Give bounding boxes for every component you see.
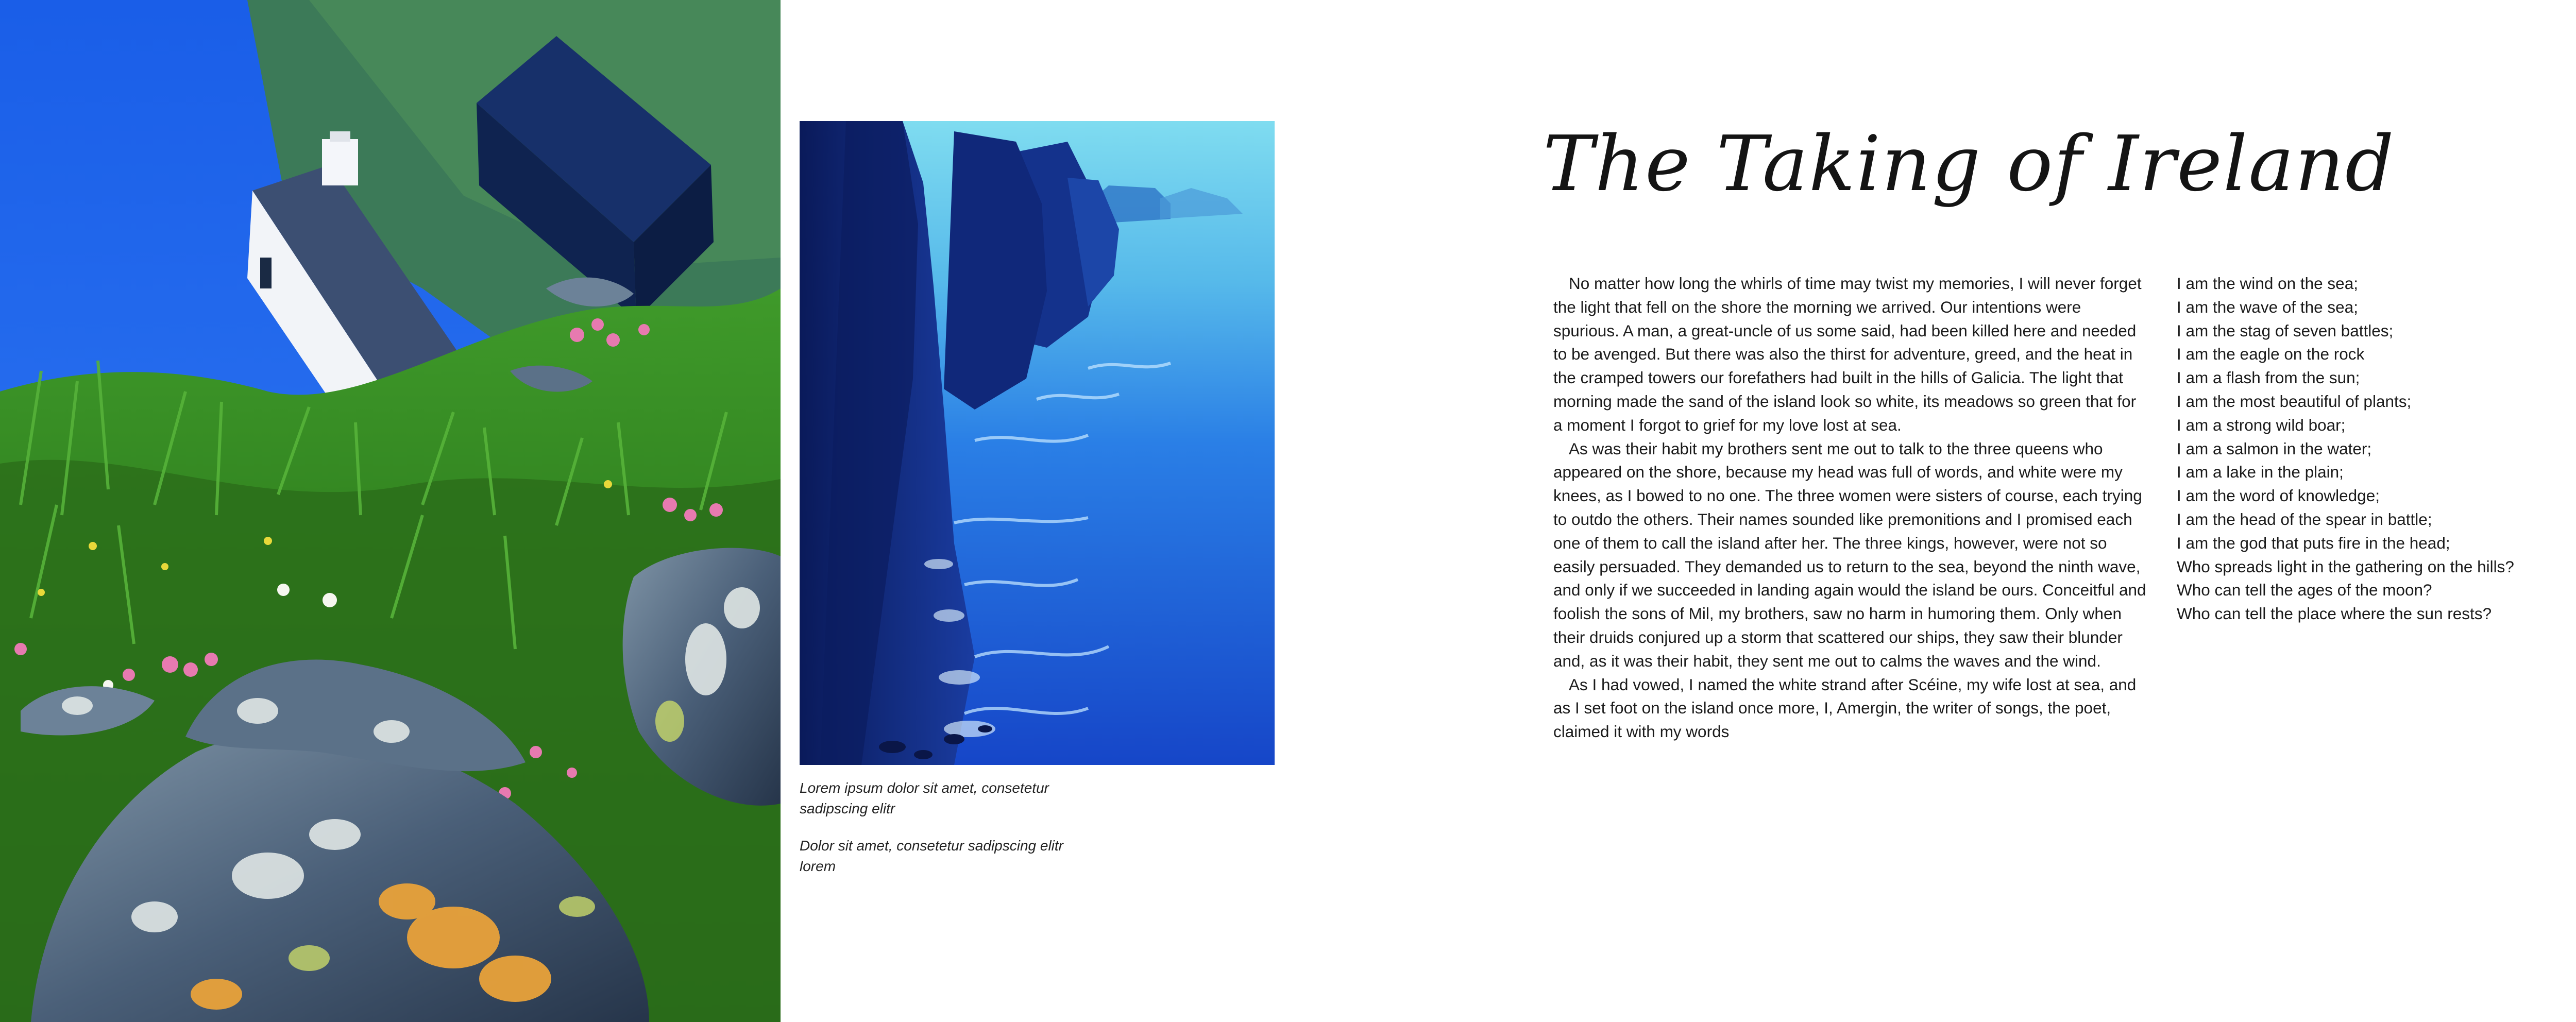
photo-caption: Dolor sit amet, consetetur sadipscing elitr lorem <box>800 838 1063 874</box>
story-paragraph: No matter how long the whirls of time may twist my memories, I will never forget the light that fell on the shore the morning we arrived. Our intentions were spurious. A man, a great-uncle of us some said, had been killed here and needed to be avenged. But there was also the thirst for adventure, greed, and the heat in the cramped towers our forefathers had built in the hills of Galicia. The light that morning made the sand of the island look so white, its meadows so green that for a moment I forgot to grief for my love lost at sea. <box>1553 274 2142 434</box>
cliffs-photo <box>800 121 1275 765</box>
poem-line: Who can tell the place where the sun rests? <box>2177 604 2492 623</box>
poem-line: I am the wind on the sea; <box>2177 274 2358 293</box>
poem-line: I am the word of knowledge; <box>2177 486 2380 505</box>
poem <box>2177 272 2576 626</box>
poem-line: Who can tell the ages of the moon? <box>2177 581 2432 600</box>
poem-line: I am the eagle on the rock <box>2177 345 2365 364</box>
poem-line: I am a salmon in the water; <box>2177 439 2372 458</box>
photo-caption: Lorem ipsum dolor sit amet, consetetur sadipscing elitr <box>800 780 1049 816</box>
poem-line: I am a flash from the sun; <box>2177 368 2360 387</box>
poem-line: I am a strong wild boar; <box>2177 415 2346 434</box>
poem-line: I am the wave of the sea; <box>2177 297 2358 316</box>
poem-line: I am the head of the spear in battle; <box>2177 509 2432 529</box>
page-title: The Taking of Ireland <box>1543 120 2395 208</box>
story-paragraph: As I had vowed, I named the white strand after Scéine, my wife lost at sea, and as I set foot on the island once more, I, Amergin, the writer of songs, the poet, claimed it with my words <box>1553 675 2137 741</box>
poem-line: I am the stag of seven battles; <box>2177 321 2394 340</box>
poem-line: Who spreads light in the gathering on the hills? <box>2177 557 2514 576</box>
story-text <box>1553 272 2148 744</box>
poem-line: I am the most beautiful of plants; <box>2177 391 2412 411</box>
cliffside-cottage-photo <box>0 0 781 1022</box>
poem-line: I am the god that puts fire in the head; <box>2177 533 2450 552</box>
poem-line: I am a lake in the plain; <box>2177 463 2344 482</box>
story-paragraph: As was their habit my brothers sent me out to talk to the three queens who appeared on the shore, because my head was full of words, and white were my knees, as I bowed to no one. The three women were sisters of course, each trying to outdo the others. Their names sounded like premonitions and I promised each one of them to call the island after her. The three kings, however, were not so easily persuaded. They demanded us to return to the sea, beyond the ninth wave, and only if we succeeded in landing again would the island be ours. Conceitful and foolish the sons of Mil, my brothers, saw no harm in humoring them. Only when their druids conjured up a storm that scattered our ships, they saw their blunder and, as it was their habit, they sent me out to calms the waves and the wind. <box>1553 439 2146 670</box>
